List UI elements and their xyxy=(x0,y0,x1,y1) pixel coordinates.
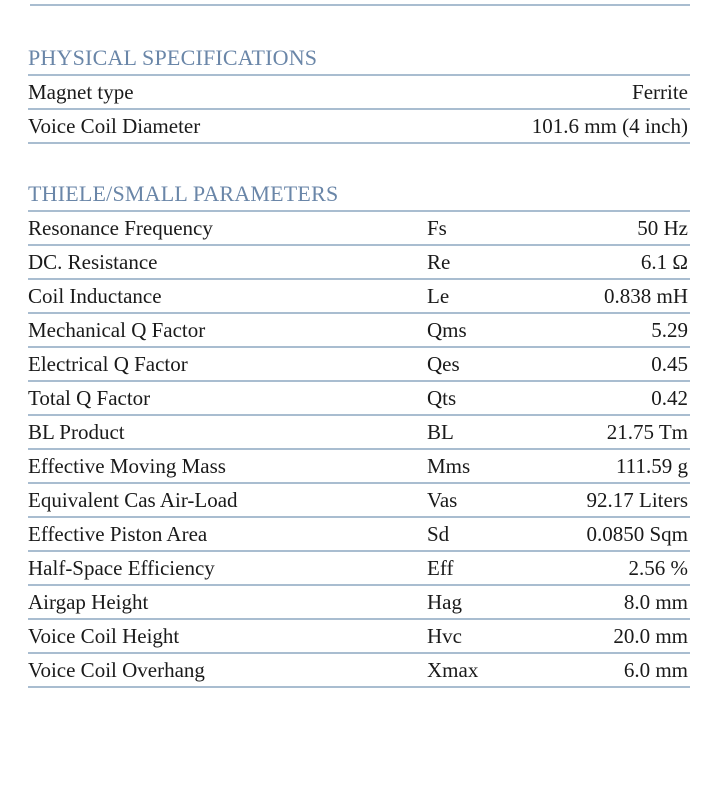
parameter-row xyxy=(28,620,690,654)
parameter-row xyxy=(28,280,690,314)
spec-row xyxy=(28,76,690,110)
parameter-name: Coil Inductance xyxy=(28,284,162,308)
parameter-row xyxy=(28,382,690,416)
spec-name: Voice Coil Diameter xyxy=(28,114,201,138)
parameter-symbol: Re xyxy=(427,250,451,274)
parameter-row xyxy=(28,654,690,688)
parameter-name: Total Q Factor xyxy=(28,386,151,410)
parameter-symbol: Mms xyxy=(427,454,471,478)
parameter-name: Effective Piston Area xyxy=(28,522,208,546)
parameter-value: 92.17 Liters xyxy=(586,488,688,512)
parameter-symbol: Qms xyxy=(427,318,467,342)
parameter-name: Electrical Q Factor xyxy=(28,352,188,376)
parameter-symbol: Hag xyxy=(427,590,462,614)
parameter-name: Airgap Height xyxy=(28,590,149,614)
spec-value: 101.6 mm (4 inch) xyxy=(531,114,688,138)
parameter-symbol: Le xyxy=(427,284,450,308)
parameter-value: 0.838 mH xyxy=(604,284,688,308)
parameter-name: Half-Space Efficiency xyxy=(28,556,215,580)
parameter-value: 2.56 % xyxy=(628,556,688,580)
parameter-name: Equivalent Cas Air-Load xyxy=(28,488,238,512)
parameter-value: 20.0 mm xyxy=(613,624,688,648)
parameter-symbol: Xmax xyxy=(427,658,479,682)
parameter-name: Resonance Frequency xyxy=(28,216,213,240)
top-divider xyxy=(30,4,690,6)
parameter-name: Mechanical Q Factor xyxy=(28,318,206,342)
physical-spec-list xyxy=(28,76,690,144)
parameter-value: 21.75 Tm xyxy=(606,420,688,444)
parameter-symbol: BL xyxy=(427,420,454,444)
ts-parameter-list xyxy=(28,212,690,688)
section-title: PHYSICAL SPECIFICATIONS xyxy=(28,44,690,76)
parameter-row xyxy=(28,348,690,382)
parameter-row xyxy=(28,212,690,246)
parameter-name: Voice Coil Height xyxy=(28,624,180,648)
parameter-value: 5.29 xyxy=(651,318,688,342)
parameter-row xyxy=(28,518,690,552)
parameter-value: 6.0 mm xyxy=(623,658,688,682)
parameter-row xyxy=(28,552,690,586)
parameter-value: 111.59 g xyxy=(616,454,688,478)
parameter-value: 0.0850 Sqm xyxy=(586,522,688,546)
parameter-row xyxy=(28,586,690,620)
parameter-name: Voice Coil Overhang xyxy=(28,658,205,682)
parameter-value: 0.42 xyxy=(651,386,688,410)
thiele-small-parameters-section xyxy=(28,180,690,688)
parameter-row xyxy=(28,246,690,280)
parameter-name: DC. Resistance xyxy=(28,250,158,274)
spec-row xyxy=(28,110,690,144)
parameter-value: 6.1 Ω xyxy=(640,250,688,274)
parameter-symbol: Fs xyxy=(427,216,447,240)
parameter-name: Effective Moving Mass xyxy=(28,454,226,478)
parameter-value: 8.0 mm xyxy=(623,590,688,614)
parameter-symbol: Eff xyxy=(427,556,454,580)
parameter-name: BL Product xyxy=(28,420,125,444)
parameter-symbol: Vas xyxy=(427,488,458,512)
parameter-row xyxy=(28,416,690,450)
spec-value: Ferrite xyxy=(632,80,688,104)
parameter-symbol: Qes xyxy=(427,352,460,376)
parameter-row xyxy=(28,484,690,518)
spec-name: Magnet type xyxy=(28,80,134,104)
parameter-symbol: Hvc xyxy=(427,624,462,648)
physical-specifications-section xyxy=(28,44,690,144)
parameter-row xyxy=(28,314,690,348)
parameter-symbol: Qts xyxy=(427,386,457,410)
parameter-symbol: Sd xyxy=(427,522,450,546)
section-title: THIELE/SMALL PARAMETERS xyxy=(28,180,690,212)
parameter-value: 0.45 xyxy=(651,352,688,376)
parameter-value: 50 Hz xyxy=(637,216,688,240)
parameter-row xyxy=(28,450,690,484)
